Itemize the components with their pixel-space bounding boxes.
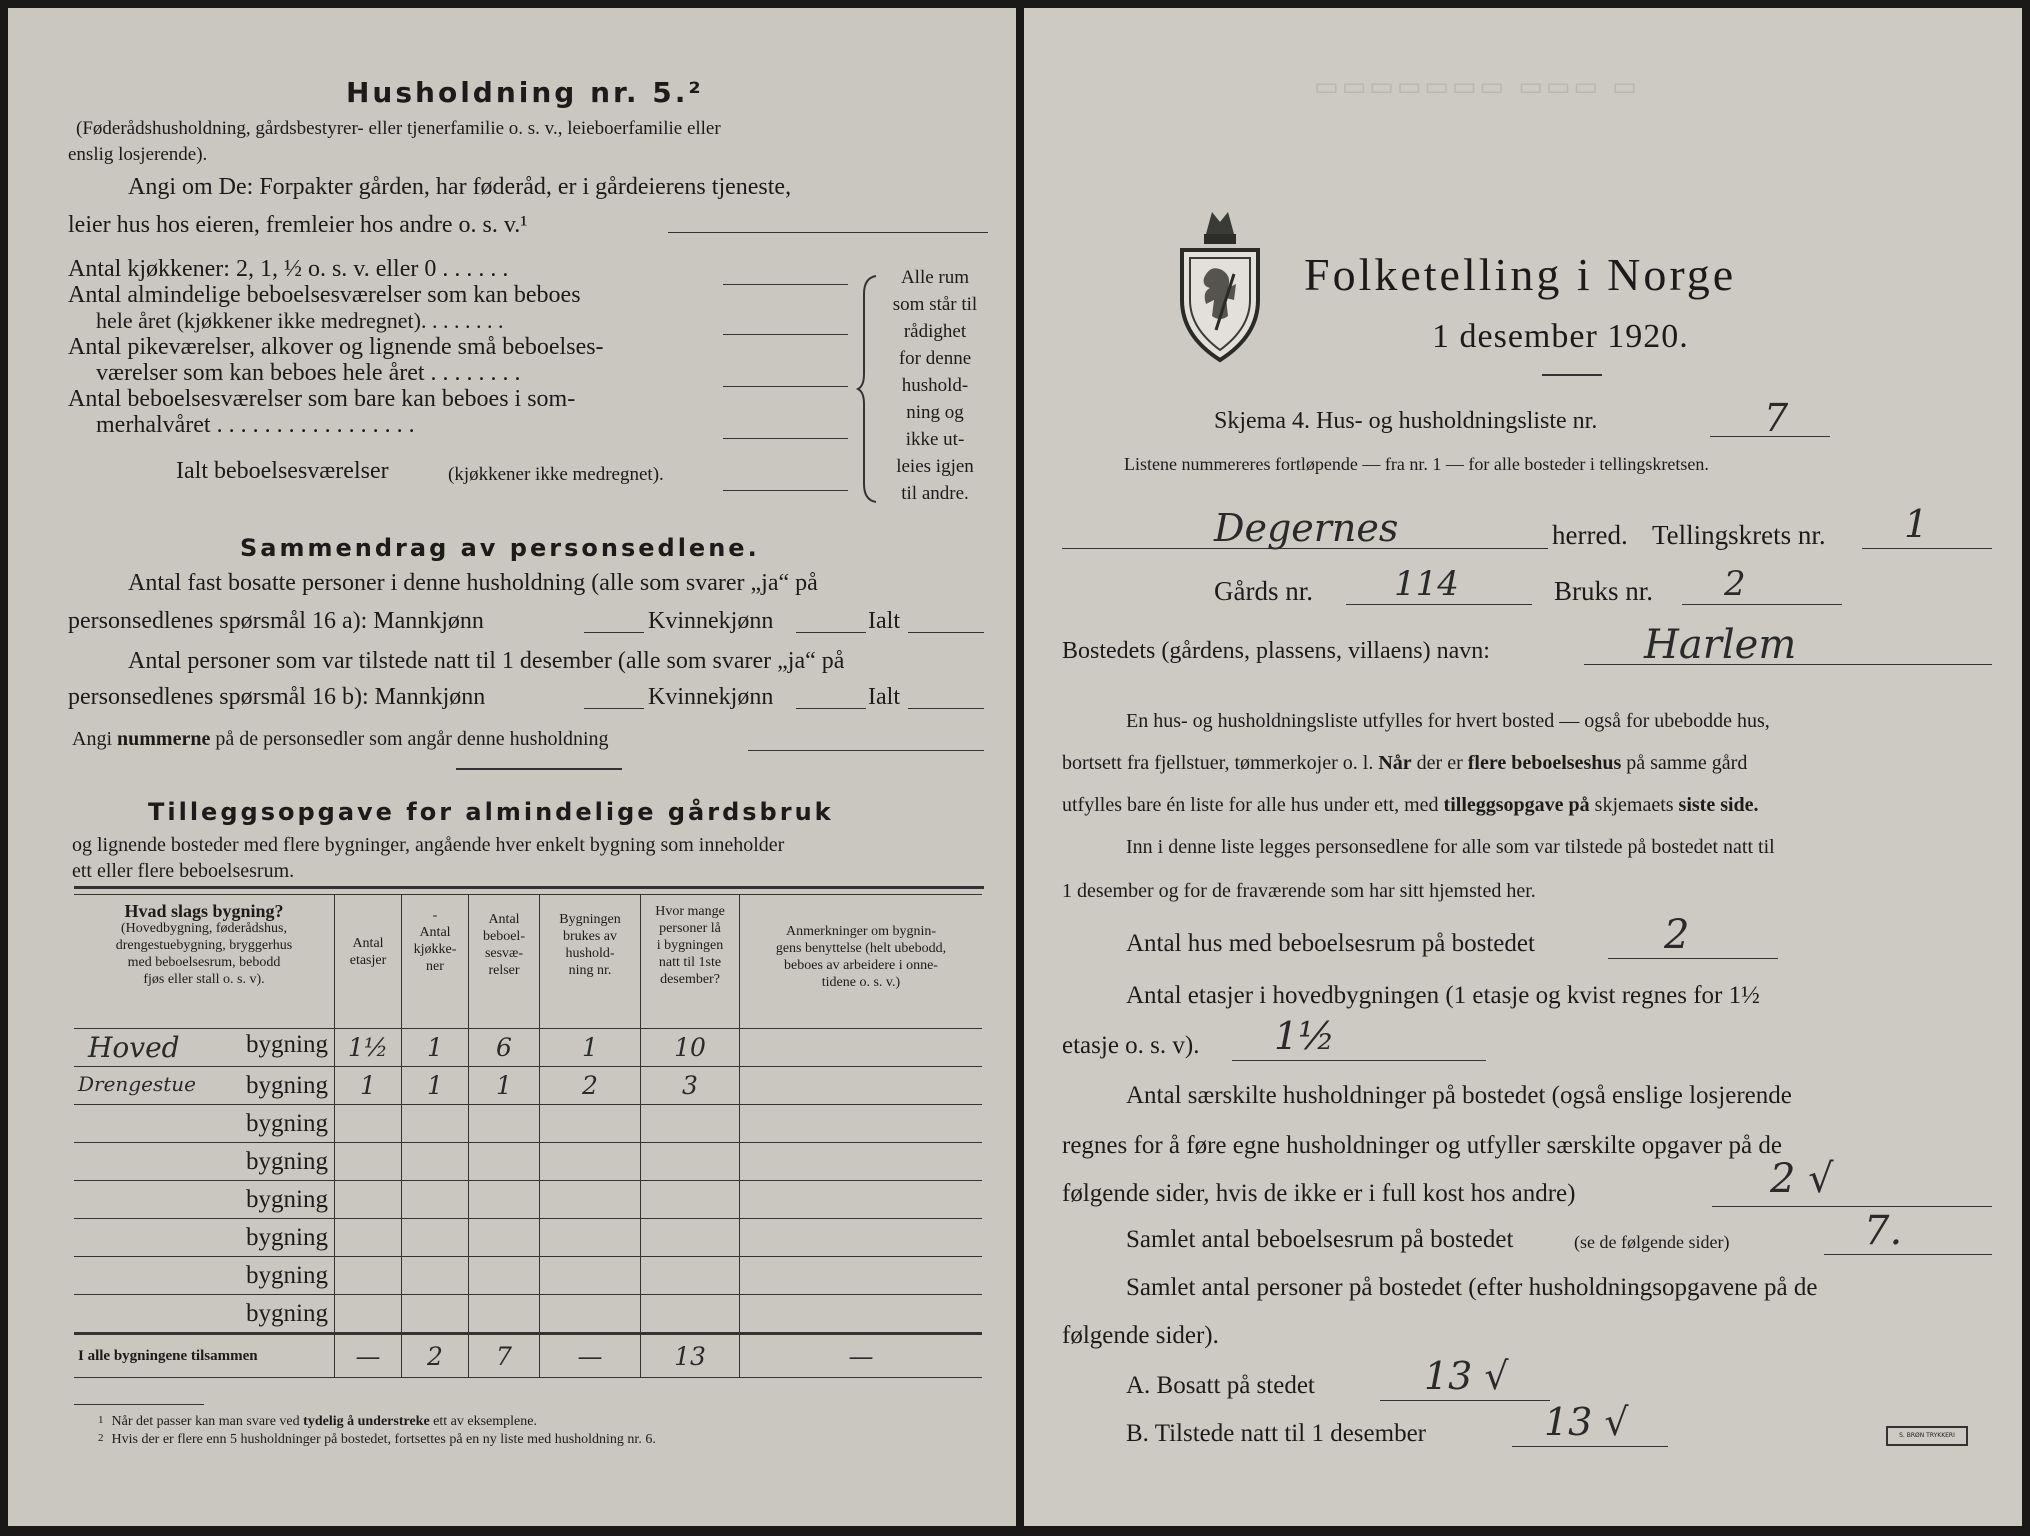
table-row bbox=[74, 1295, 982, 1334]
rooms-answer-line bbox=[723, 334, 848, 335]
row-bygning: bygning bbox=[74, 1105, 335, 1143]
row-vaerelser bbox=[469, 1295, 540, 1334]
row-personer bbox=[641, 1143, 740, 1181]
row-kjokken bbox=[402, 1143, 469, 1181]
brace-note-line: Alle rum bbox=[900, 267, 970, 288]
row-bygning bbox=[74, 1067, 335, 1105]
table-row bbox=[74, 1257, 982, 1295]
col-header-line: relser bbox=[488, 963, 520, 978]
row-etasjer bbox=[335, 1143, 402, 1181]
col-header-line: etasjer bbox=[349, 953, 387, 968]
bruks-label: Bruks nr. bbox=[1554, 576, 1654, 606]
row-kjokken bbox=[402, 1181, 469, 1219]
household-intro-2: enslig losjerende). bbox=[68, 144, 208, 165]
col-header-line: sesvæ- bbox=[484, 946, 524, 961]
row-anmerkning bbox=[740, 1029, 983, 1067]
row-etasjer bbox=[335, 1219, 402, 1257]
q3-value: 2 √ bbox=[1770, 1156, 1834, 1202]
row-husholdning bbox=[540, 1219, 641, 1257]
table-top-rule bbox=[74, 886, 984, 889]
col-header-etasjer bbox=[335, 895, 402, 1029]
row-anmerkning bbox=[740, 1181, 983, 1219]
row-husholdning: 1 bbox=[540, 1029, 641, 1067]
q1-value: 2 bbox=[1664, 912, 1690, 958]
col-header-line: Antal bbox=[419, 925, 451, 940]
coat-of-arms-icon bbox=[1176, 204, 1264, 364]
table-row bbox=[74, 1105, 982, 1143]
col-header-line: kjøkke- bbox=[413, 942, 457, 957]
qa-line bbox=[1380, 1400, 1550, 1401]
sammendrag-line-4: personsedlenes spørsmål 16 b): Mannkjønn bbox=[68, 684, 486, 710]
col-header-line: Antal bbox=[352, 936, 384, 951]
small-rooms-answer-line bbox=[723, 386, 848, 387]
ialt-label: Ialt beboelsesværelser bbox=[176, 458, 389, 484]
row-bygning: bygning bbox=[74, 1295, 335, 1334]
row-personer bbox=[641, 1181, 740, 1219]
row-etasjer bbox=[335, 1181, 402, 1219]
col-header-line: personer lå bbox=[659, 921, 721, 936]
rooms-line-7: merhalvåret . . . . . . . . . . . . . . . . . bbox=[96, 412, 415, 438]
row-vaerelser bbox=[469, 1257, 540, 1295]
angi-line-1: Angi om De: Forpakter gården, har føderåd, er i gårdeierens tjeneste, bbox=[128, 174, 792, 200]
info-line-1: En hus- og husholdningsliste utfylles for hvert bosted — også for ubebodde hus, bbox=[1126, 710, 1770, 732]
col-header-line: fjøs eller stall o. s. v). bbox=[143, 972, 265, 987]
brace-note bbox=[880, 264, 990, 507]
col-header-line: Bygningen bbox=[559, 912, 621, 927]
col-header-line: ner bbox=[426, 959, 444, 974]
census-date: 1 desember 1920. bbox=[1432, 318, 1689, 355]
kitchen-answer-line bbox=[723, 284, 848, 285]
row-kjokken bbox=[402, 1105, 469, 1143]
row-personer bbox=[641, 1257, 740, 1295]
q3-line-1: Antal særskilte husholdninger på bostedet (også enslige losjerende bbox=[1126, 1082, 1792, 1109]
col-header-line: - bbox=[432, 908, 438, 923]
col-header-line: Anmerkninger om bygnin- bbox=[785, 924, 937, 939]
row-vaerelser bbox=[469, 1105, 540, 1143]
row-husholdning bbox=[540, 1257, 641, 1295]
bruks-line bbox=[1682, 604, 1842, 605]
kvinne-label-2: Kvinnekjønn bbox=[648, 684, 774, 710]
col-header-anmerkninger bbox=[740, 895, 983, 1029]
info-line-5: 1 desember og for de fraværende som har sitt hjemsted her. bbox=[1062, 880, 1536, 902]
footnote-mark: 2 bbox=[98, 1432, 104, 1444]
q3-line bbox=[1712, 1206, 1992, 1207]
brace-note-line: som står til bbox=[892, 294, 978, 315]
row-anmerkning bbox=[740, 1105, 983, 1143]
row-husholdning bbox=[540, 1143, 641, 1181]
herred-label: herred. bbox=[1552, 520, 1628, 550]
tillegg-line-1: og lignende bosteder med flere bygninger, angående hver enkelt bygning som inneholder bbox=[72, 834, 785, 856]
summer-rooms-answer-line bbox=[723, 438, 848, 439]
household-title: Husholdning nr. 5.² bbox=[346, 76, 704, 109]
qb-value: 13 √ bbox=[1544, 1400, 1629, 1444]
title-divider bbox=[1542, 374, 1602, 376]
rooms-line-4: Antal pikeværelser, alkover og lignende små beboelses- bbox=[68, 334, 604, 360]
col-header-kjokkener bbox=[402, 895, 469, 1029]
row-kjokken: 1 bbox=[402, 1029, 469, 1067]
info-3-bold-2: siste side. bbox=[1678, 794, 1759, 816]
col-header-line: drengestuebygning, bryggerhus bbox=[115, 938, 293, 953]
col-header-line: beboel- bbox=[483, 929, 525, 944]
bygning-label: bygning bbox=[246, 1031, 328, 1058]
kvinne-1-line bbox=[796, 632, 866, 633]
qa-value: 13 √ bbox=[1424, 1354, 1509, 1398]
footnote-2 bbox=[98, 1432, 656, 1448]
angi-line-2: leier hus hos eieren, fremleier hos andre o. s. v.¹ bbox=[68, 212, 528, 238]
total-vaerelser: 7 bbox=[469, 1334, 540, 1378]
qa-label: A. Bosatt på stedet bbox=[1126, 1372, 1315, 1399]
col-header-line: tidene o. s. v.) bbox=[821, 975, 901, 990]
info-line-4: Inn i denne liste legges personsedlene for alle som var tilstede på bostedet natt til bbox=[1126, 836, 1775, 858]
row-kjokken: 1 bbox=[402, 1067, 469, 1105]
kvinne-2-line bbox=[796, 708, 866, 709]
table-row bbox=[74, 1067, 982, 1105]
row-etasjer bbox=[335, 1105, 402, 1143]
sammendrag-line-3: Antal personer som var tilstede natt til 1 desember (alle som svarer „ja“ på bbox=[128, 648, 845, 674]
row-bygning: bygning bbox=[74, 1181, 335, 1219]
bruks-value: 2 bbox=[1724, 564, 1746, 604]
ialt-2-line bbox=[908, 708, 984, 709]
footnote-1 bbox=[98, 1414, 537, 1430]
left-page bbox=[8, 8, 1016, 1526]
nummer-pre: Angi bbox=[72, 728, 117, 750]
q5-line-1: Samlet antal personer på bostedet (efter husholdningsopgavene på de bbox=[1126, 1274, 1818, 1301]
row-husholdning bbox=[540, 1295, 641, 1334]
col-header-line: i bygningen bbox=[656, 938, 724, 953]
total-row bbox=[74, 1334, 982, 1378]
row-bygning bbox=[74, 1029, 335, 1067]
ialt-note: (kjøkkener ikke medregnet). bbox=[448, 464, 664, 485]
divider bbox=[456, 768, 622, 770]
info-line-2 bbox=[1062, 752, 1747, 775]
col-header-bygning bbox=[74, 895, 335, 1029]
info-3-pre: utfylles bare én liste for alle hus under ett, med bbox=[1062, 794, 1444, 816]
row-bygning: bygning bbox=[74, 1143, 335, 1181]
row-etasjer: 1½ bbox=[335, 1029, 402, 1067]
row-personer bbox=[641, 1219, 740, 1257]
row-kjokken bbox=[402, 1295, 469, 1334]
table-row bbox=[74, 1143, 982, 1181]
row-kjokken bbox=[402, 1219, 469, 1257]
q4-note: (se de følgende sider) bbox=[1574, 1232, 1730, 1252]
sammendrag-line-2: personsedlenes spørsmål 16 a): Mannkjønn bbox=[68, 608, 484, 634]
right-page bbox=[1024, 8, 2022, 1526]
skjema-value: 7 bbox=[1764, 396, 1789, 440]
info-3-bold: tilleggsopgave på bbox=[1443, 794, 1590, 816]
info-3-mid: skjemaets bbox=[1589, 794, 1679, 816]
sammendrag-title: Sammendrag av personsedlene. bbox=[240, 534, 760, 562]
col-header-line: gens benyttelse (helt ubebodd, bbox=[775, 941, 947, 956]
info-line-3 bbox=[1062, 794, 1759, 817]
col-header-personer bbox=[641, 895, 740, 1029]
bleed-through-text: ▭▭▭▭▭▭▭ ▭▭▭ ▭ bbox=[1314, 72, 1640, 102]
rooms-line-5: værelser som kan beboes hele året . . . . . . . . bbox=[96, 360, 521, 386]
row-anmerkning bbox=[740, 1295, 983, 1334]
row-husholdning bbox=[540, 1105, 641, 1143]
nummer-bold: nummerne bbox=[117, 728, 211, 750]
bygning-label: bygning bbox=[246, 1071, 328, 1099]
brace-note-line: leies igjen bbox=[896, 456, 974, 477]
row-etasjer: 1 bbox=[335, 1067, 402, 1105]
q5-line-2: følgende sider). bbox=[1062, 1322, 1219, 1349]
tillegg-line-2: ett eller flere beboelsesrum. bbox=[72, 860, 295, 882]
ialt-answer-line bbox=[723, 490, 848, 491]
row-personer: 10 bbox=[641, 1029, 740, 1067]
gards-label: Gårds nr. bbox=[1214, 576, 1313, 606]
total-personer: 13 bbox=[641, 1334, 740, 1378]
row-bygning: bygning bbox=[74, 1257, 335, 1295]
ialt-label-1: Ialt bbox=[868, 608, 900, 634]
col-header-line: med beboelsesrum, bebodd bbox=[127, 955, 281, 970]
row-bygning: bygning bbox=[74, 1219, 335, 1257]
rooms-line-3: hele året (kjøkkener ikke medregnet). . . . . . . . bbox=[96, 308, 504, 333]
col-header-line: Antal bbox=[488, 912, 520, 927]
info-2-pre: bortsett fra fjellstuer, tømmerkojer o. l. bbox=[1062, 752, 1379, 774]
row-name: Drengestue bbox=[78, 1071, 196, 1096]
row-husholdning: 2 bbox=[540, 1067, 641, 1105]
col-header-line: natt til 1ste bbox=[658, 955, 722, 970]
brace-note-line: til andre. bbox=[901, 483, 969, 504]
col-header-vaerelser bbox=[469, 895, 540, 1029]
tellingskrets-value: 1 bbox=[1904, 502, 1929, 546]
building-table bbox=[74, 894, 982, 1378]
q1-line bbox=[1608, 958, 1778, 959]
rooms-line-6: Antal beboelsesværelser som bare kan beboes i som- bbox=[68, 386, 576, 412]
row-name: Hoved bbox=[88, 1031, 180, 1064]
nummer-answer-line bbox=[748, 750, 984, 751]
brace-icon bbox=[856, 274, 882, 504]
info-2-bold-2: flere beboelseshus bbox=[1467, 752, 1622, 774]
total-kjokken: 2 bbox=[402, 1334, 469, 1378]
mann-2-line bbox=[584, 708, 644, 709]
angi-answer-line bbox=[668, 232, 988, 233]
col-header-bold: Hvad slags bygning? bbox=[124, 901, 284, 921]
brace-note-line: for denne bbox=[898, 348, 972, 369]
mann-1-line bbox=[584, 632, 644, 633]
row-vaerelser bbox=[469, 1143, 540, 1181]
footnote-1-bold: tydelig å understreke bbox=[303, 1414, 430, 1429]
qb-line bbox=[1512, 1446, 1668, 1447]
table-row bbox=[74, 1181, 982, 1219]
census-title: Folketelling i Norge bbox=[1304, 249, 1737, 300]
footnote-mark: 1 bbox=[98, 1414, 104, 1426]
row-vaerelser: 1 bbox=[469, 1067, 540, 1105]
row-kjokken bbox=[402, 1257, 469, 1295]
nummer-post: på de personsedler som angår denne husholdning bbox=[210, 728, 609, 750]
gards-line bbox=[1346, 604, 1532, 605]
row-etasjer bbox=[335, 1257, 402, 1295]
brace-note-line: ikke ut- bbox=[905, 429, 965, 450]
gards-value: 114 bbox=[1394, 564, 1459, 604]
row-anmerkning bbox=[740, 1143, 983, 1181]
footnote-2-text: Hvis der er flere enn 5 husholdninger på bostedet, fortsettes på en ny liste med husholdning nr. 6. bbox=[111, 1432, 656, 1447]
col-header-husholdning bbox=[540, 895, 641, 1029]
col-header-line: Hvor mange bbox=[655, 904, 725, 919]
tillegg-title: Tilleggsopgave for almindelige gårdsbruk bbox=[148, 798, 834, 826]
table-row bbox=[74, 1029, 982, 1067]
table-row bbox=[74, 1219, 982, 1257]
info-2-post: på samme gård bbox=[1621, 752, 1748, 774]
row-personer bbox=[641, 1295, 740, 1334]
row-vaerelser bbox=[469, 1219, 540, 1257]
q4-label: Samlet antal beboelsesrum på bostedet bbox=[1126, 1226, 1514, 1253]
q2-value: 1½ bbox=[1274, 1014, 1336, 1058]
q2-line bbox=[1232, 1060, 1486, 1061]
row-etasjer bbox=[335, 1295, 402, 1334]
q1-label: Antal hus med beboelsesrum på bostedet bbox=[1126, 930, 1535, 957]
total-etasjer: — bbox=[335, 1334, 402, 1378]
brace-note-line: rådighet bbox=[903, 321, 967, 342]
total-anmerkning: — bbox=[740, 1334, 983, 1378]
col-header-line: ning nr. bbox=[568, 963, 612, 978]
row-personer bbox=[641, 1105, 740, 1143]
bosted-label: Bostedets (gårdens, plassens, villaens) navn: bbox=[1062, 638, 1490, 664]
kvinne-label-1: Kvinnekjønn bbox=[648, 608, 774, 634]
nummer-line bbox=[72, 728, 609, 751]
rooms-line-1: Antal kjøkkener: 2, 1, ½ o. s. v. eller 0 . . . . . . bbox=[68, 256, 509, 282]
household-intro: (Føderådshusholdning, gårdsbestyrer- eller tjenerfamilie o. s. v., leieboerfamilie eller bbox=[76, 118, 721, 139]
col-header-line: (Hovedbygning, føderådshus, bbox=[120, 921, 288, 936]
row-vaerelser: 6 bbox=[469, 1029, 540, 1067]
rooms-line-2: Antal almindelige beboelsesværelser som kan beboes bbox=[68, 282, 581, 308]
tellingskrets-label: Tellingskrets nr. bbox=[1652, 520, 1826, 550]
col-header-line: desember? bbox=[660, 972, 720, 987]
qb-label: B. Tilstede natt til 1 desember bbox=[1126, 1420, 1426, 1447]
printer-stamp: S. BRØN TRYKKERI bbox=[1886, 1426, 1968, 1446]
footnote-rule bbox=[74, 1404, 204, 1405]
col-header-line: beboes av arbeidere i onne- bbox=[784, 958, 938, 973]
info-2-mid: der er bbox=[1411, 752, 1468, 774]
row-anmerkning bbox=[740, 1257, 983, 1295]
q2-line-1: Antal etasjer i hovedbygningen (1 etasje og kvist regnes for 1½ bbox=[1126, 982, 1760, 1009]
ialt-label-2: Ialt bbox=[868, 684, 900, 710]
brace-note-line: hushold- bbox=[901, 375, 969, 396]
ialt-1-line bbox=[908, 632, 984, 633]
row-personer: 3 bbox=[641, 1067, 740, 1105]
row-anmerkning bbox=[740, 1219, 983, 1257]
info-2-bold: Når bbox=[1378, 752, 1412, 774]
row-vaerelser bbox=[469, 1181, 540, 1219]
q3-line-2: regnes for å føre egne husholdninger og utfyller særskilte opgaver på de bbox=[1062, 1132, 1782, 1159]
row-husholdning bbox=[540, 1181, 641, 1219]
listene-note: Listene nummereres fortløpende — fra nr. 1 — for alle bosteder i tellingskretsen. bbox=[1124, 454, 1709, 474]
col-header-line: hushold- bbox=[565, 946, 615, 961]
total-husholdning: — bbox=[540, 1334, 641, 1378]
q4-line bbox=[1824, 1254, 1992, 1255]
bosted-value: Harlem bbox=[1644, 622, 1797, 668]
footnote-1-pre: Når det passer kan man svare ved bbox=[111, 1414, 304, 1429]
col-header-line: brukes av bbox=[562, 929, 618, 944]
herred-value: Degernes bbox=[1214, 506, 1399, 550]
brace-note-line: ning og bbox=[906, 402, 964, 423]
tellingskrets-line bbox=[1862, 548, 1992, 549]
total-label: I alle bygningene tilsammen bbox=[74, 1334, 335, 1378]
q3-line-3: følgende sider, hvis de ikke er i full kost hos andre) bbox=[1062, 1180, 1576, 1207]
row-anmerkning bbox=[740, 1067, 983, 1105]
footnote-1-post: ett av eksemplene. bbox=[429, 1414, 537, 1429]
q4-value: 7. bbox=[1864, 1208, 1903, 1254]
q2-line-2: etasje o. s. v). bbox=[1062, 1032, 1200, 1059]
skjema-label: Skjema 4. Hus- og husholdningsliste nr. bbox=[1214, 408, 1598, 434]
sammendrag-line-1: Antal fast bosatte personer i denne husholdning (alle som svarer „ja“ på bbox=[128, 570, 818, 596]
